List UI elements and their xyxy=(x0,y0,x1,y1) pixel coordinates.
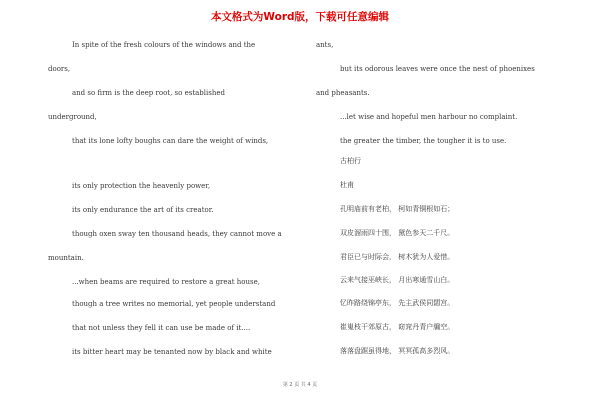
text-line: ...let wise and hopeful men harbour no complaint. xyxy=(340,113,518,121)
text-line: mountain. xyxy=(48,254,84,262)
poem-line: 云来气接巫峡长， 月出寒通雪山白。 xyxy=(340,276,455,284)
text-line: its only endurance the art of its creator. xyxy=(72,206,214,214)
text-line: that not unless they fell it can use be made of it.... xyxy=(72,324,251,332)
page-number: 第 2 页 共 4 页 xyxy=(282,382,318,388)
text-line: though a tree writes no memorial, yet people understand xyxy=(72,300,276,308)
text-line: its only protection the heavenly power, xyxy=(72,182,211,190)
poem-line: 双皮溜雨四十围， 黛色参天二千尺。 xyxy=(340,229,455,237)
poem-title: 古柏行 xyxy=(340,157,361,165)
text-line: that its lone lofty boughs can dare the weight of winds, xyxy=(72,137,269,145)
text-line: and so firm is the deep root, so established xyxy=(72,89,225,97)
text-line: its bitter heart may be tenanted now by black and white xyxy=(72,348,272,356)
word-format-banner: 本文格式为Word版，下载可任意编辑 xyxy=(210,11,390,23)
text-line: the greater the timber, the tougher it is to use. xyxy=(340,137,507,145)
text-line: and pheasants. xyxy=(316,89,370,97)
text-line: ants, xyxy=(316,41,334,49)
poem-line: 崔嵬枝干郊原古， 窈窕丹青户牖空。 xyxy=(340,323,455,331)
text-line: though oxen sway ten thousand heads, they cannot move a xyxy=(72,230,282,238)
poem-author: 杜甫 xyxy=(340,181,354,189)
poem-line: 落落盘踞虽得地， 冥冥孤高多烈风。 xyxy=(340,347,455,355)
text-line: but its odorous leaves were once the nest of phoenixes xyxy=(340,65,535,73)
text-line: underground, xyxy=(48,113,97,121)
text-line: ...when beams are required to restore a great house, xyxy=(72,278,260,286)
text-line: doors, xyxy=(48,65,71,73)
text-line: In spite of the fresh colours of the windows and the xyxy=(72,41,256,49)
poem-line: 君臣已与时际会， 树木犹为人爱惜。 xyxy=(340,253,455,261)
poem-line: 忆昨路绕锦亭东， 先主武侯同閟宫。 xyxy=(340,299,455,307)
poem-line: 孔明庙前有老柏， 柯如青铜根如石； xyxy=(340,205,455,213)
